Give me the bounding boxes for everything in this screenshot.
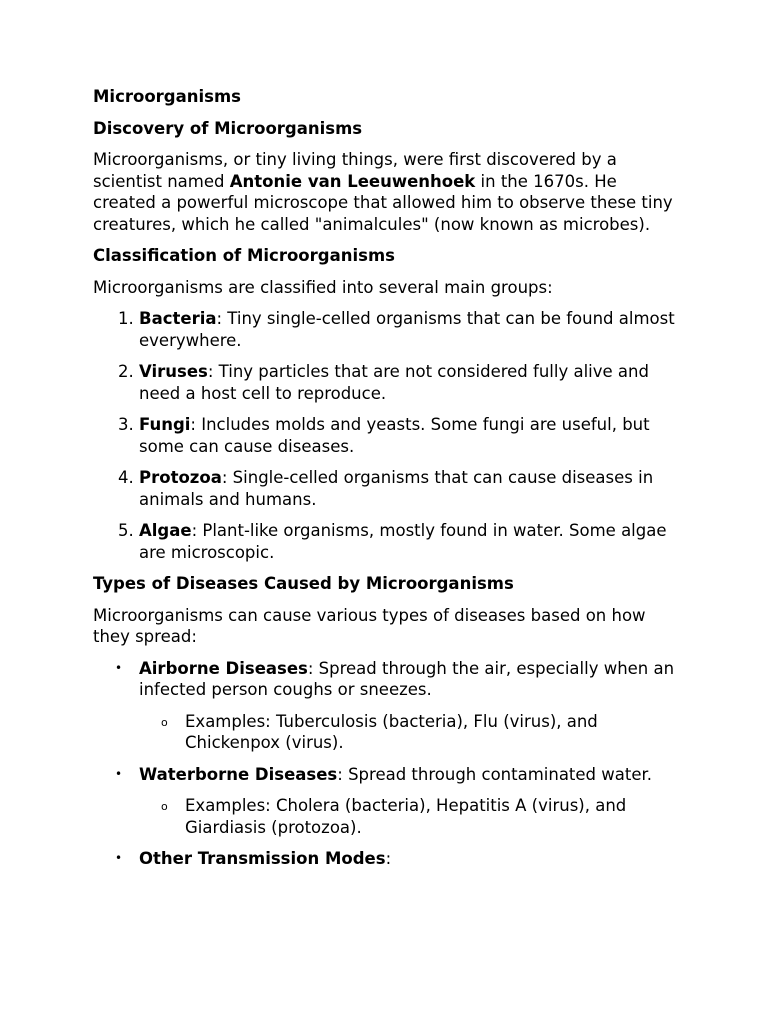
diseases-intro: Microorganisms can cause various types of diseases based on how they spread: <box>93 605 646 646</box>
disease-desc: : Spread through the air, especially when an infected person coughs or sneezes. <box>139 658 675 699</box>
list-item <box>139 848 683 870</box>
disease-desc: : <box>385 849 392 868</box>
group-desc: : Single-celled organisms that can cause diseases in animals and humans. <box>139 468 654 509</box>
discovery-paragraph <box>93 149 683 235</box>
list-item <box>139 520 683 563</box>
group-term: Fungi <box>139 415 191 434</box>
disease-term: Waterborne Diseases <box>139 764 338 784</box>
group-term: Algae <box>139 521 192 540</box>
list-item <box>139 361 683 404</box>
classification-list <box>93 308 683 563</box>
list-item <box>139 467 683 510</box>
examples-list <box>139 795 683 838</box>
disease-term: Airborne Diseases <box>139 658 308 678</box>
group-term: Viruses <box>139 362 208 381</box>
group-desc: : Plant-like organisms, mostly found in water. Some algae are microscopic. <box>139 521 667 562</box>
group-desc: : Tiny single-celled organisms that can be found almost everywhere. <box>139 309 675 350</box>
example-item: o Examples: Cholera (bacteria), Hepatitis A (virus), and Giardiasis (protozoa). <box>185 795 683 838</box>
group-term: Bacteria <box>139 309 217 328</box>
scientist-name: Antonie van Leeuwenhoek <box>229 171 476 191</box>
list-item <box>139 764 683 839</box>
discovery-heading: Discovery of Microorganisms <box>93 118 363 138</box>
discovery-text-after: in the 1670s. He created a powerful microscope that allowed him to observe these tiny creatures, which he called "animalcules" (now known as microbes). <box>93 171 673 234</box>
diseases-heading: Types of Diseases Caused by Microorganisms <box>93 574 514 593</box>
group-desc: : Tiny particles that are not considered fully alive and need a host cell to reproduce. <box>139 362 649 403</box>
classification-intro: Microorganisms are classified into several main groups: <box>93 277 553 297</box>
discovery-text-before: Microorganisms, or tiny living things, were first discovered by a scientist named <box>93 150 617 191</box>
document-title: Microorganisms <box>93 87 241 106</box>
diseases-list <box>93 658 683 870</box>
classification-heading: Classification of Microorganisms <box>93 246 395 265</box>
document-page <box>93 86 683 880</box>
disease-term: Other Transmission Modes <box>139 849 386 868</box>
list-item <box>139 308 683 351</box>
examples-list <box>139 711 683 754</box>
disease-desc: : Spread through contaminated water. <box>337 764 653 784</box>
example-item: o Examples: Tuberculosis (bacteria), Flu (virus), and Chickenpox (virus). <box>185 711 683 754</box>
list-item <box>139 414 683 457</box>
list-item <box>139 658 683 754</box>
group-desc: : Includes molds and yeasts. Some fungi are useful, but some can cause diseases. <box>139 415 650 456</box>
group-term: Protozoa <box>139 468 222 487</box>
